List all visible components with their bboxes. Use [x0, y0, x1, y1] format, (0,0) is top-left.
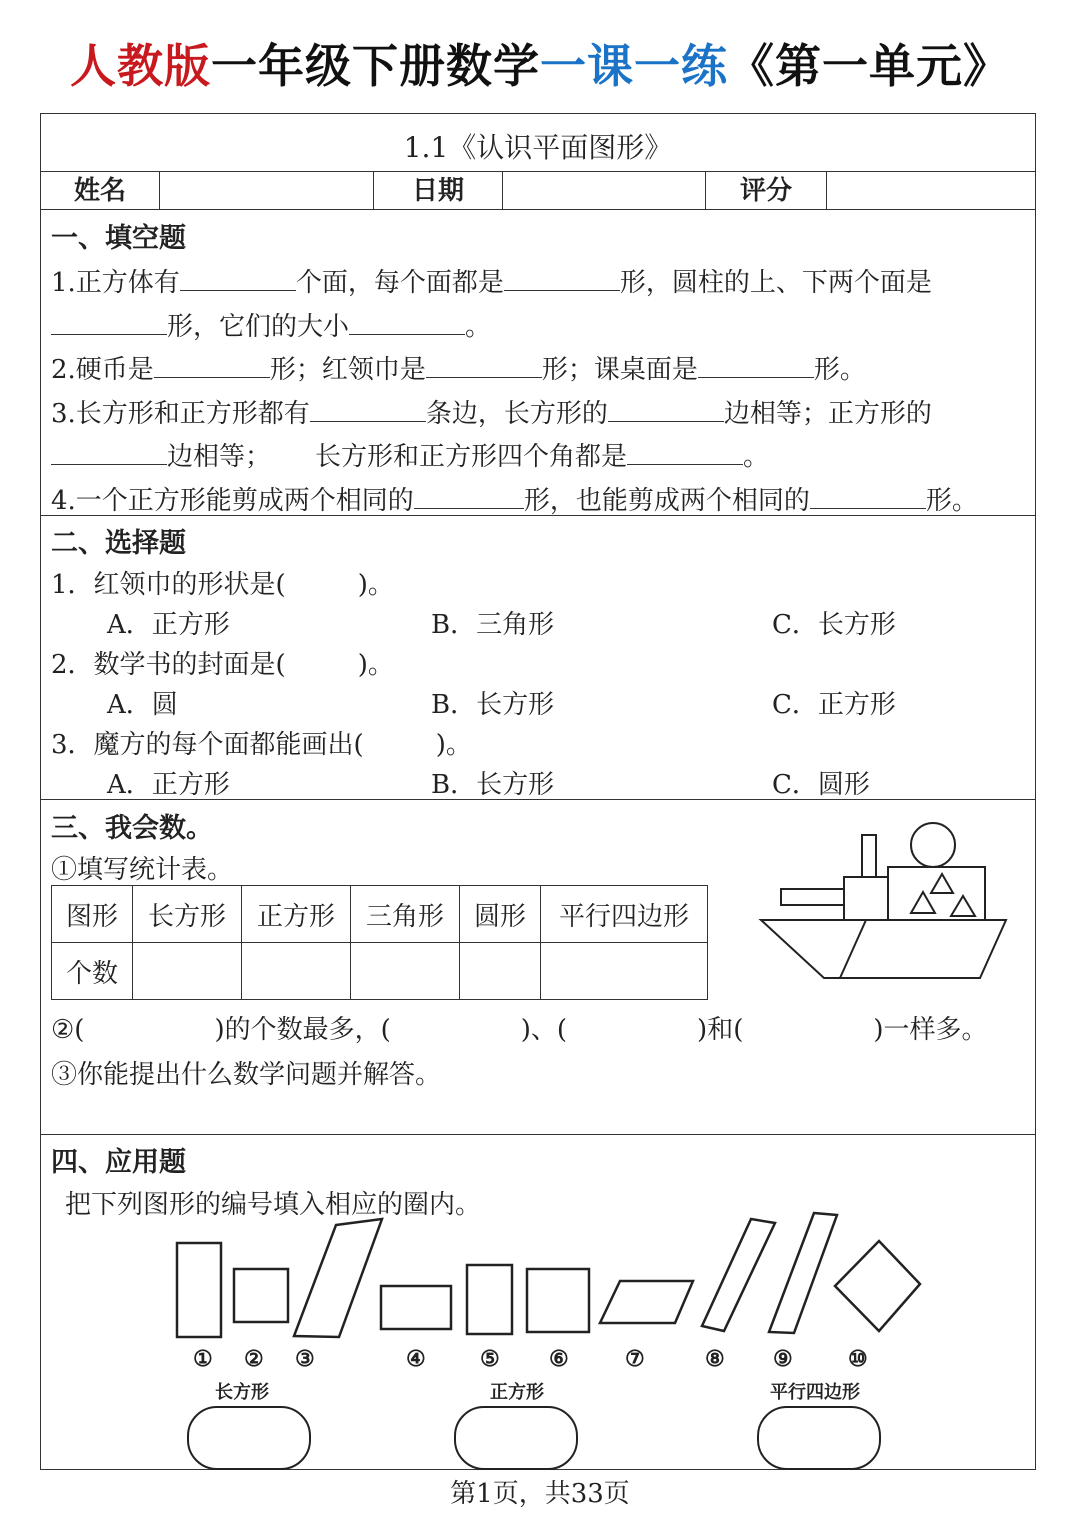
answer-oval-parallelogram[interactable]	[757, 1406, 881, 1470]
answer-blank[interactable]	[414, 482, 524, 509]
boat-triangle	[951, 896, 975, 916]
option-a[interactable]: A．正方形	[107, 610, 230, 640]
answer-blank[interactable]	[154, 351, 270, 378]
title-unit: 《第一单元》	[728, 39, 1010, 93]
fill-question-1a: 1.正方体有 个面，每个面都是 形，圆柱的上、下两个面是	[51, 262, 932, 299]
divider	[41, 1134, 1035, 1135]
fill-question-3b: 边相等； 长方形和正方形四个角都是 。	[51, 436, 769, 473]
answer-oval-rectangle[interactable]	[187, 1406, 311, 1470]
count-cell[interactable]	[133, 943, 242, 1000]
date-field[interactable]	[503, 172, 705, 210]
shape-4	[381, 1286, 451, 1329]
lesson-title: 1.1《认识平面图形》	[403, 131, 673, 164]
stat-table	[51, 885, 708, 1000]
worksheet	[40, 113, 1036, 1470]
fill-question-3a: 3.长方形和正方形都有 条边，长方形的 边相等；正方形的	[51, 393, 932, 430]
count-sub1: ①填写统计表。	[51, 855, 234, 885]
section-heading-choice: 二、选择题	[51, 528, 186, 559]
table-header: 圆形	[460, 886, 541, 943]
score-field[interactable]	[827, 172, 1035, 210]
shape-number: ⑤	[480, 1346, 500, 1372]
answer-blank[interactable]	[608, 395, 724, 422]
application-instruction: 把下列图形的编号填入相应的圈内。	[65, 1190, 482, 1220]
shape-2	[234, 1269, 288, 1322]
boat-hull	[761, 920, 1006, 978]
shape-1	[177, 1243, 221, 1337]
choice-question-2: 2．数学书的封面是( )。	[51, 650, 394, 680]
name-field[interactable]	[160, 172, 373, 210]
answer-blank[interactable]	[51, 308, 167, 335]
option-c[interactable]: C．长方形	[772, 610, 896, 640]
answer-blank[interactable]	[810, 482, 926, 509]
option-a[interactable]: A．正方形	[107, 770, 230, 800]
title-series: 一课一练	[540, 39, 728, 93]
info-row	[41, 172, 1035, 210]
count-cell[interactable]	[541, 943, 708, 1000]
answer-blank[interactable]	[698, 351, 814, 378]
answer-blank[interactable]	[426, 351, 542, 378]
count-cell[interactable]	[460, 943, 541, 1000]
boat-gun	[781, 889, 844, 905]
shape-number: ⑦	[625, 1346, 645, 1372]
shape-numbers	[41, 1346, 1035, 1370]
page-footer: 第1页，共33页	[450, 1479, 630, 1509]
section-heading-count: 三、我会数。	[51, 813, 213, 844]
title-grade: 一年级下册数学	[211, 39, 540, 93]
divider	[41, 515, 1035, 516]
section-heading-fill: 一、填空题	[51, 223, 186, 254]
option-b[interactable]: B．长方形	[431, 770, 555, 800]
option-c[interactable]: C．圆形	[772, 770, 870, 800]
table-header: 正方形	[242, 886, 351, 943]
count-cell[interactable]	[242, 943, 351, 1000]
title-publisher: 人教版	[70, 39, 211, 93]
table-header: 长方形	[133, 886, 242, 943]
choice-question-3: 3．魔方的每个面都能画出( )。	[51, 730, 472, 760]
answer-oval-square[interactable]	[454, 1406, 578, 1470]
answer-label-square: 正方形	[490, 1382, 544, 1403]
count-sub2: ②( )的个数最多，( )、( )和( )一样多。	[51, 1015, 988, 1045]
shape-6	[527, 1269, 589, 1332]
fill-question-4: 4.一个正方形能剪成两个相同的 形，也能剪成两个相同的 形。	[51, 480, 978, 517]
answer-blank[interactable]	[51, 438, 167, 465]
name-label: 姓名	[73, 176, 126, 206]
shape-5	[467, 1265, 512, 1334]
shape-3	[294, 1219, 382, 1337]
count-cell[interactable]	[351, 943, 460, 1000]
shape-9	[769, 1213, 837, 1333]
date-label: 日期	[411, 176, 464, 206]
boat-circle	[911, 823, 955, 867]
shape-number: ④	[406, 1346, 426, 1372]
shape-number: ①	[193, 1346, 213, 1372]
boat-chimney	[862, 835, 876, 877]
shape-number: ②	[244, 1346, 264, 1372]
fill-question-2: 2.硬币是 形；红领巾是 形；课桌面是 形。	[51, 349, 866, 386]
answer-blank[interactable]	[180, 264, 296, 291]
divider	[41, 209, 1035, 210]
page-title	[0, 30, 1080, 96]
table-header: 图形	[52, 886, 133, 943]
table-header: 平行四边形	[541, 886, 708, 943]
shape-number: ⑥	[549, 1346, 569, 1372]
boat-triangle	[911, 892, 935, 913]
answer-label-rectangle: 长方形	[215, 1382, 269, 1403]
shape-8	[702, 1219, 775, 1331]
boat-figure	[756, 816, 1026, 986]
boat-hull-divider	[840, 920, 866, 978]
shape-number: ⑧	[705, 1346, 725, 1372]
boat-triangle	[931, 874, 953, 893]
table-row-label: 个数	[52, 943, 133, 1000]
answer-blank[interactable]	[310, 395, 426, 422]
shape-number: ⑨	[773, 1346, 793, 1372]
fill-question-1b: 形，它们的大小 。	[51, 306, 491, 343]
shape-7	[600, 1281, 693, 1323]
shape-number: ③	[295, 1346, 315, 1372]
option-a[interactable]: A．圆	[107, 690, 178, 720]
answer-label-parallelogram: 平行四边形	[770, 1382, 860, 1403]
option-c[interactable]: C．正方形	[772, 690, 896, 720]
shape-10	[835, 1241, 920, 1331]
boat-square	[844, 877, 888, 920]
answer-blank[interactable]	[504, 264, 620, 291]
answer-blank[interactable]	[349, 308, 465, 335]
option-b[interactable]: B．长方形	[431, 690, 555, 720]
divider	[41, 799, 1035, 800]
option-b[interactable]: B．三角形	[431, 610, 555, 640]
table-header: 三角形	[351, 886, 460, 943]
answer-blank[interactable]	[627, 438, 743, 465]
shape-number: ⑩	[848, 1346, 868, 1372]
score-label: 评分	[739, 176, 792, 206]
section-heading-application: 四、应用题	[51, 1147, 186, 1178]
count-sub3: ③你能提出什么数学问题并解答。	[51, 1060, 442, 1090]
choice-question-1: 1．红领巾的形状是( )。	[51, 570, 394, 600]
